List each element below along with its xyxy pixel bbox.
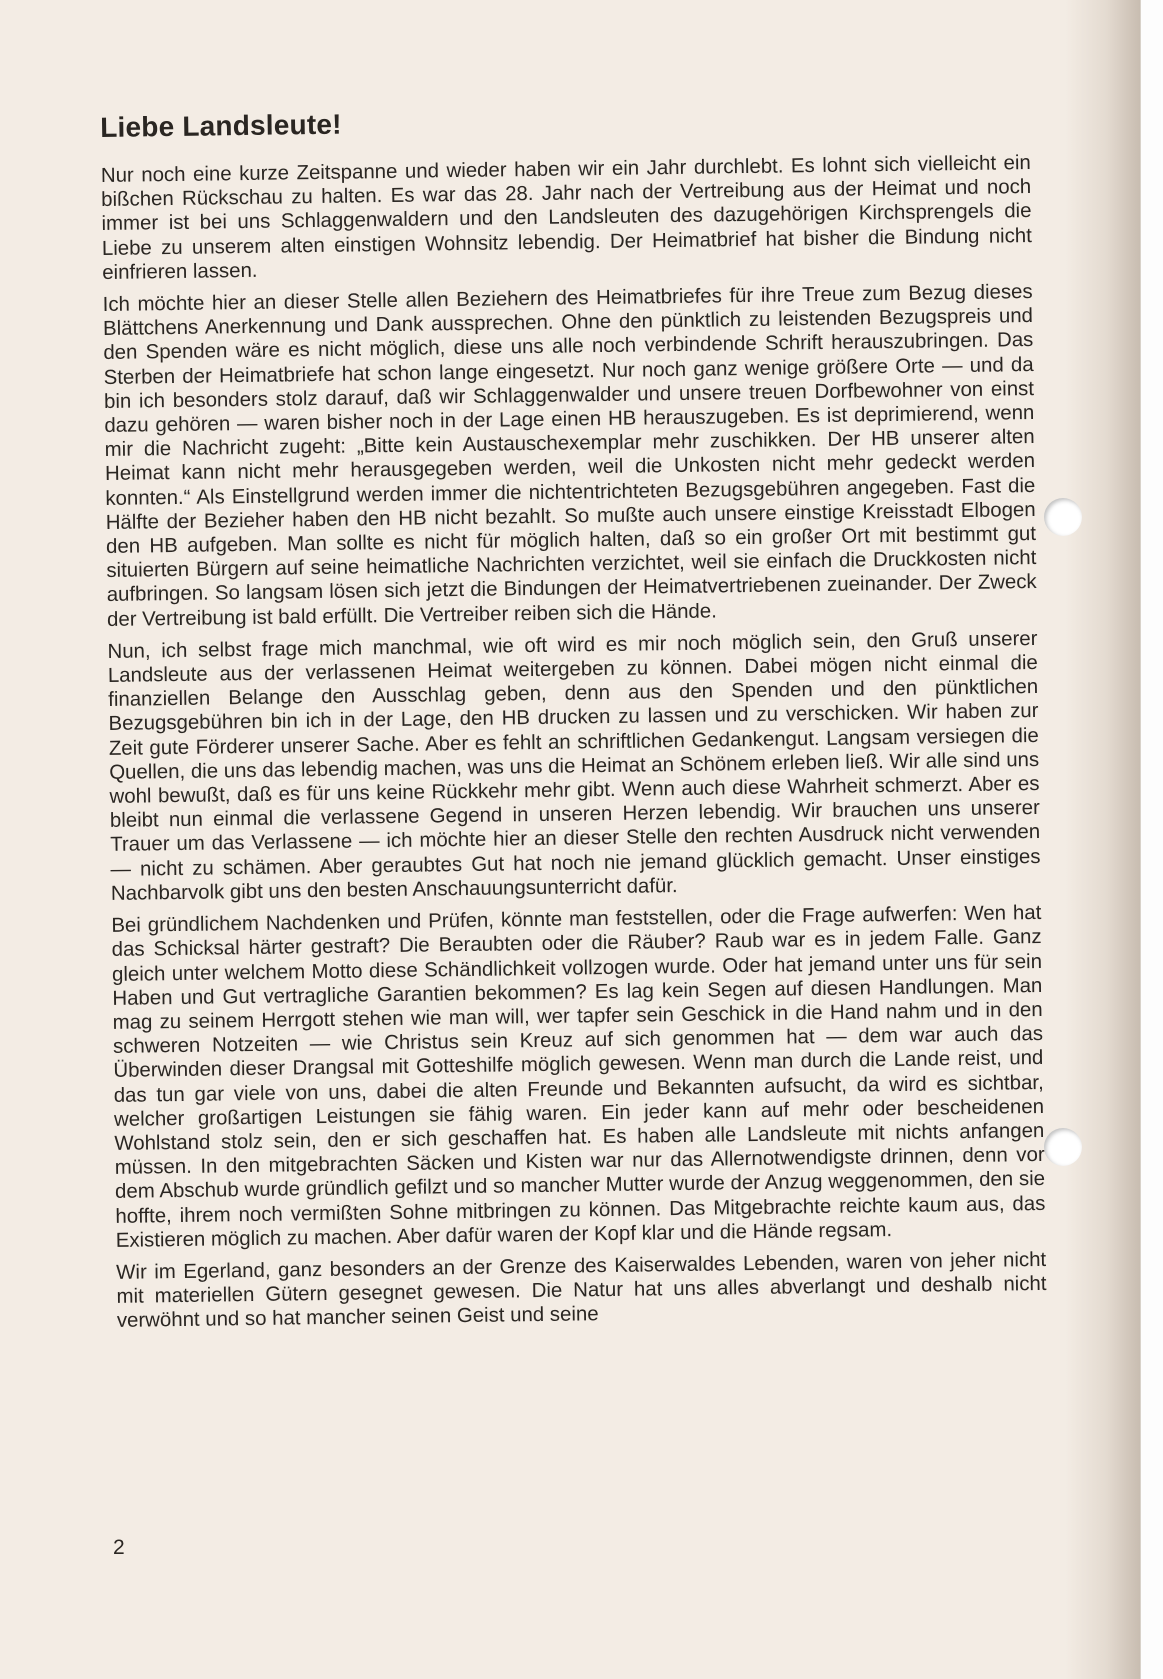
paragraph-3: Nun, ich selbst frage mich manchmal, wie oft wird es mir noch möglich sein, den Gruß unserer Landsleute aus der verlassenen Heimat weitergeben zu können. Dabei mögen nicht einmal die finanziellen Belange den Ausschlag geben, denn aus den Spenden und den pünktlichen Bezugsgebühren bin ich in der Lage, den HB drucken zu lassen und zu verschicken. Wir haben zur Zeit gute Förderer unserer Sache. Aber es fehlt an schriftlichen Gedankengut. Langsam versiegen die Quellen, die uns das lebendig machen, was uns die Heimat an Schönem erleben ließ. Wir alle sind uns wohl bewußt, daß es für uns keine Rückkehr mehr gibt. Wenn auch diese Wahrheit schmerzt. Aber es bleibt nun einmal die verlassene Gegend in unseren Herzen lebendig. Wir brauchen uns unserer Trauer um das Verlassene — ich möchte hier an dieser Stelle den rechten Ausdruck nicht verwenden — nicht zu schämen. Aber geraubtes Gut hat noch nie jemand glücklich gemacht. Unser einstiges Nachbarvolk gibt uns den besten Anschauungsunterricht dafür.: [107, 627, 1041, 905]
paragraph-4: Bei gründlichem Nachdenken und Prüfen, könnte man feststellen, oder die Frage aufwerfen: Wen hat das Schicksal härter gestraft? Die Beraubten oder die Räuber? Raub war es in jedem Falle. Ganz gleich unter welchem Motto diese Schändlichkeit vollzogen wurde. Oder hat jemand unter uns für sein Haben und Gut vertragliche Garantien bekommen? Es lag kein Segen auf diesen Handlungen. Man mag zu seinem Herrgott stehen wie man will, wer tapfer sein Geschick in die Hand nahm und in den schweren Notzeiten — wie Christus sein Kreuz auf sich genommen hat — dem war auch das Überwinden dieser Drangsal mit Gotteshilfe möglich gewesen. Wenn man durch die Lande reist, und das tun gar viele von uns, dabei die alten Freunde und Bekannten aufsucht, da wird es sichtbar, welcher großartigen Leistungen sie fähig waren. Ein jeder kann auf mehr oder bescheidenen Wohlstand stolz sein, den er sich geschaffen hat. Es haben alle Landsleute mit nichts anfangen müssen. In den mitgebrachten Säcken und Kisten war nur das Allernotwendigste drinnen, denn vor dem Abschub wurde gründlich gefilzt und so mancher Mutter wurde der Anzug weggenommen, den sie hoffte, ihrem noch vermißten Sohne mitbringen zu können. Das Mitgebrachte reichte kaum aus, das Existieren möglich zu machen. Aber dafür waren der Kopf klar und die Hände regsam.: [111, 902, 1046, 1252]
page-number: 2: [113, 1536, 125, 1559]
punch-hole-upper: [1044, 498, 1082, 536]
paragraph-1: Nur noch eine kurze Zeitspanne und wieder haben wir ein Jahr durchlebt. Es lohnt sich vielleicht ein bißchen Rückschau zu halten. Es war das 28. Jahr nach der Vertreibung aus der Heimat und noch immer ist bei uns Schlaggenwaldern und den Landsleuten des dazugehörigen Kirchsprengels die Liebe zu unserem alten einstigen Wohnsitz lebendig. Der Heimatbrief hat bisher die Bindung nicht einfrieren lassen.: [100, 152, 1032, 284]
page-edge: [1140, 0, 1163, 1679]
punch-hole-lower: [1044, 1128, 1082, 1166]
letter-body: [100, 99, 1047, 1341]
paragraph-5: Wir im Egerland, ganz besonders an der Grenze des Kaiserwaldes Lebenden, waren von jeher nicht mit materiellen Gütern gesegnet gewesen. Die Natur hat uns alles abverlangt und deshalb nicht verwöhnt und so hat mancher seinen Geist und seine: [116, 1248, 1047, 1333]
page-fold-shadow: [1065, 0, 1140, 1679]
paragraph-2: Ich möchte hier an dieser Stelle allen Beziehern des Heimatbriefes für ihre Treue zum Bezug dieses Blättchens Anerkennung und Dank aussprechen. Ohne den pünktlich zu leistenden Bezugspreis und den Spenden wäre es nicht möglich, diese uns alle noch verbindende Schrift herauszubringen. Das Sterben der Heimatbriefe hat schon lange eingesetzt. Nur noch ganz wenige größere Orte — und da bin ich besonders stolz darauf, daß wir Schlaggenwalder und unsere treuen Dorfbewohner von einst dazu gehören — waren bisher noch in der Lage einen HB herauszugeben. Es ist deprimierend, wenn mir die Nachricht zugeht: „Bitte kein Austauschexemplar mehr zuschikken. Der HB unserer alten Heimat kann nicht mehr herausgegeben werden, weil die Unkosten nicht mehr gedeckt werden konnten.“ Als Einstellgrund werden immer die nichtentrichteten Bezugsgebühren angegeben. Fast die Hälfte der Bezieher haben den HB nicht bezahlt. So mußte auch unsere einstige Kreisstadt Elbogen den HB aufgeben. Man sollte es nicht für möglich halten, daß so ein großer Ort mit bestimmt gut situierten Bürgern auf seine heimatliche Nachrichten verzichtet, weil sie einfach die Druckkosten nicht aufbringen. So langsam lösen sich jetzt die Bindungen der Heimatvertriebenen zueinander. Der Zweck der Vertreibung ist bald erfüllt. Die Vertreiber reiben sich die Hände.: [102, 281, 1037, 631]
letter-heading: Liebe Landsleute!: [100, 108, 342, 143]
